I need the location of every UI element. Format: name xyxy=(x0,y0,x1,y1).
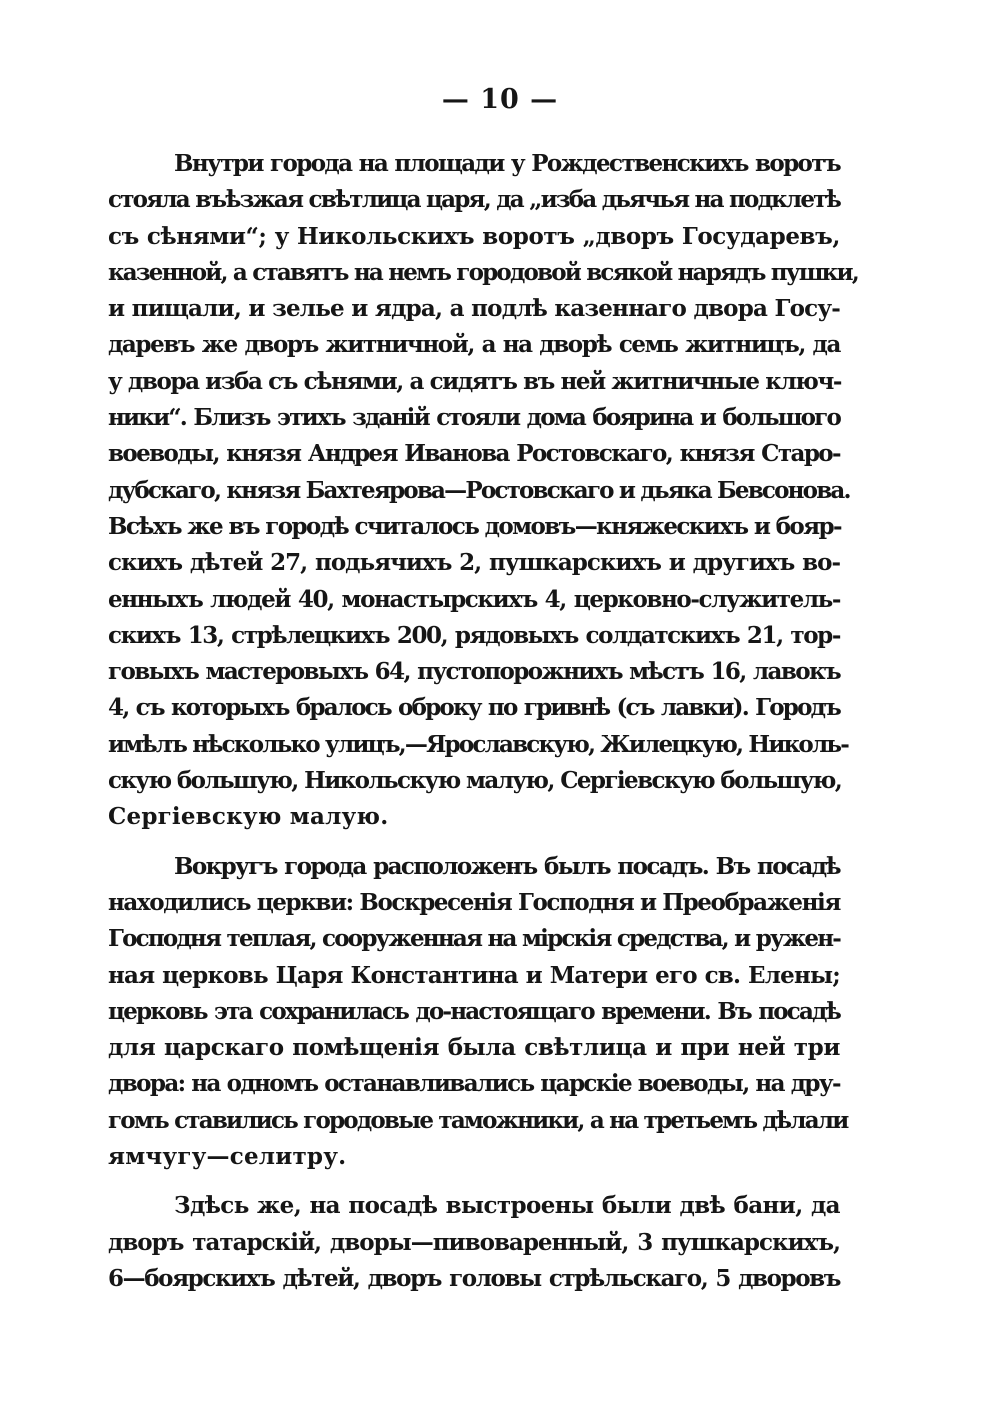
text-line: имѣлъ нѣсколько улицъ,—Ярославскую, Жилецкую, Николь- xyxy=(108,730,848,758)
text-line: Здѣсь же, на посадѣ выстроены были двѣ бани, да xyxy=(174,1192,840,1220)
text-line: находились церкви: Воскресенія Господня и Преображенія xyxy=(108,888,840,916)
text-line: дубскаго, князя Бахтеярова—Ростовскаго и дьяка Бевсонова. xyxy=(108,476,850,504)
text-line: казенной, а ставятъ на немъ городовой всякой нарядъ пушки, xyxy=(108,258,858,286)
text-line: у двора изба съ сѣнями, а сидятъ въ ней житничные ключ- xyxy=(108,367,842,395)
text-line: даревъ же дворъ житничной, а на дворѣ семь житницъ, да xyxy=(108,331,840,359)
text-line: церковь эта сохранилась до-настоящаго времени. Въ посадѣ xyxy=(108,997,840,1025)
text-line: и пищали, и зелье и ядра, а подлѣ казеннаго двора Госу- xyxy=(108,295,840,323)
text-line: Господня теплая, сооруженная на мірскія средства, и ружен- xyxy=(108,925,840,953)
text-line: енныхъ людей 40, монастырскихъ 4, церковно-служитель- xyxy=(108,585,840,613)
text-line: 4, съ которыхъ бралось оброку по гривнѣ (съ лавки). Городъ xyxy=(108,694,840,722)
text-line: гомъ ставились городовые таможники, а на третьемъ дѣлали xyxy=(108,1106,848,1134)
text-line: скую большую, Никольскую малую, Сергіевскую большую, xyxy=(108,767,842,795)
paragraph-gap xyxy=(108,836,840,849)
text-line: 6—боярскихъ дѣтей, дворъ головы стрѣльскаго, 5 дворовъ xyxy=(108,1264,840,1292)
paragraph-gap xyxy=(108,1175,840,1188)
text-line: для царскаго помѣщенія была свѣтлица и при ней три xyxy=(108,1034,840,1062)
page-number: — 10 — xyxy=(441,84,559,115)
text-line: скихъ дѣтей 27, подьячихъ 2, пушкарскихъ и другихъ во- xyxy=(108,549,840,577)
text-line: говыхъ мастеровыхъ 64, пустопорожнихъ мѣстъ 16, лавокъ xyxy=(108,658,840,686)
text-line: Сергіевскую малую. xyxy=(108,803,389,831)
text-line: Внутри города на площади у Рождественскихъ воротъ xyxy=(174,150,840,177)
text-line: ная церковь Царя Константина и Матери его св. Елены; xyxy=(108,961,840,989)
paragraph-1 xyxy=(108,146,858,836)
text-line: Всѣхъ же въ городѣ считалось домовъ—княжескихъ и бояр- xyxy=(108,512,841,540)
paragraph-2 xyxy=(108,849,848,1176)
text-line: Вокругъ города расположенъ былъ посадъ. Въ посадѣ xyxy=(174,852,840,880)
text-line: скихъ 13, стрѣлецкихъ 200, рядовыхъ солдатскихъ 21, тор- xyxy=(108,621,840,649)
text-line: двора: на одномъ останавливались царскіе воеводы, на дру- xyxy=(108,1070,840,1098)
text-line: ямчугу—селитру. xyxy=(108,1143,347,1171)
text-line: съ сѣнями“; у Никольскихъ воротъ „дворъ Государевъ, xyxy=(108,222,840,250)
body-text xyxy=(108,146,858,1297)
text-line: стояла въѣзжая свѣтлица царя, да „изба дьячья на подклетѣ xyxy=(108,186,840,214)
text-line: воеводы, князя Андрея Иванова Ростовскаго, князя Старо- xyxy=(108,440,840,468)
text-line: ники“. Близъ этихъ зданій стояли дома боярина и большого xyxy=(108,404,840,432)
text-line: дворъ татарскій, дворы—пивоваренный, 3 пушкарскихъ, xyxy=(108,1228,840,1256)
paragraph-3 xyxy=(108,1188,840,1297)
